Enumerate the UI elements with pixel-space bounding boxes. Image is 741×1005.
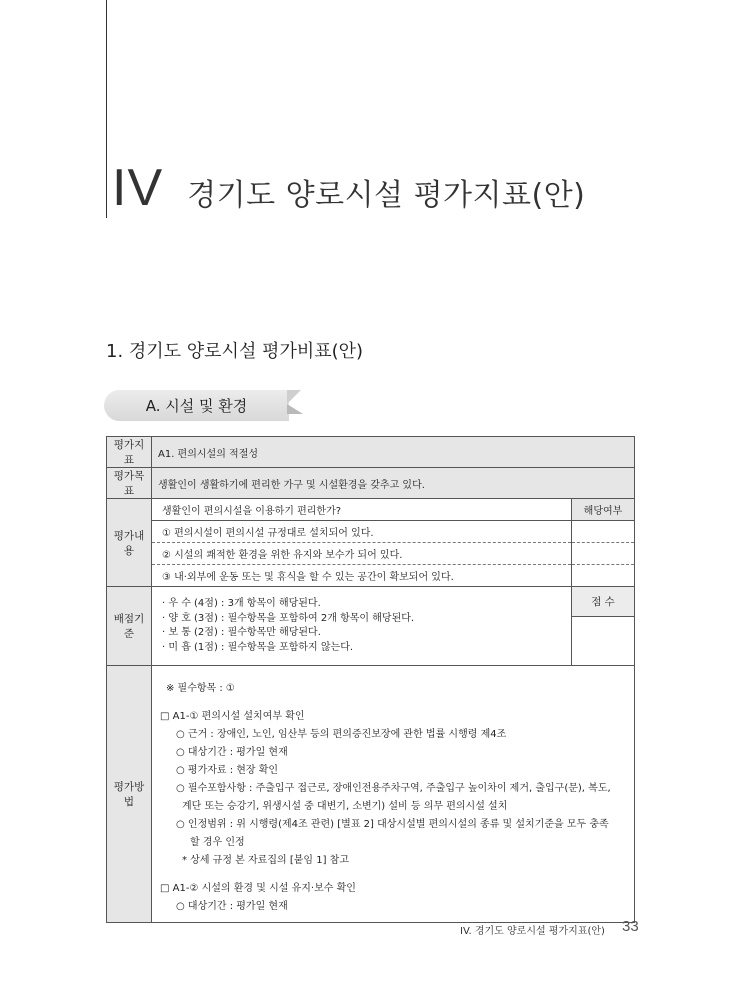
method-content <box>152 666 635 923</box>
scoring-item-3: · 보 통 (2점) : 필수항목만 해당된다. <box>162 627 321 638</box>
score-cell <box>572 587 635 666</box>
applicable-cell-3 <box>572 565 635 587</box>
table-row-content-item <box>107 543 635 565</box>
subsection-tab-arrow <box>287 404 303 414</box>
content-item-2: ② 시설의 쾌적한 환경을 위한 유지와 보수가 되어 있다. <box>152 543 572 565</box>
indicator-value: A1. 편의시설의 적절성 <box>152 437 635 468</box>
content-item-1: ① 편의시설이 편의시설 규정대로 설치되어 있다. <box>152 521 572 543</box>
table-row-goal <box>107 468 635 499</box>
applicable-header: 해당여부 <box>572 499 635 521</box>
subsection-tab <box>104 390 289 421</box>
indicator-label: 평가지표 <box>107 437 152 468</box>
subsection-tab-fold <box>287 390 301 404</box>
table-row-content-question <box>107 499 635 521</box>
chapter-divider-line <box>106 0 107 218</box>
content-label: 평가내용 <box>107 499 152 587</box>
table-row-content-item <box>107 565 635 587</box>
method-block2-title: □ A1-② 시설의 환경 및 시설 유지·보수 확인 <box>160 883 356 894</box>
method-note: * 상세 규정 본 자료집의 [붙임 1] 참고 <box>182 855 349 866</box>
section-title: 1. 경기도 양로시설 평가비표(안) <box>106 341 364 362</box>
method-basis: ○ 근거 : 장애인, 노인, 임산부 등의 편의증진보장에 관한 법률 시행령 제4조 <box>176 729 507 740</box>
method-inclusion-2: 계단 또는 승강기, 위생시설 중 대변기, 소변기) 설비 등 의무 편의시설 설치 <box>182 801 508 812</box>
method-scope-1: ○ 인정범위 : 위 시행령(제4조 관련) [별표 2] 대상시설별 편의시설의 종류 및 설치기준을 모두 충족 <box>176 819 609 830</box>
evaluation-table <box>106 436 635 923</box>
method-required: ※ 필수항목 : ① <box>166 683 235 694</box>
method-block1-title: □ A1-① 편의시설 설치여부 확인 <box>160 711 305 722</box>
applicable-cell-2 <box>572 543 635 565</box>
table-row-content-item <box>107 521 635 543</box>
scoring-item-2: · 양 호 (3점) : 필수항목을 포함하여 2개 항목이 해당된다. <box>162 612 415 624</box>
chapter-title: 경기도 양로시설 평가지표(안) <box>187 178 586 213</box>
method-material: ○ 평가자료 : 현장 확인 <box>176 765 279 776</box>
content-item-3: ③ 내·외부에 운동 또는 및 휴식을 할 수 있는 공간이 확보되어 있다. <box>152 565 572 587</box>
method-block2-period: ○ 대상기간 : 평가일 현재 <box>176 901 288 912</box>
scoring-item-4: · 미 흡 (1점) : 필수항목을 포함하지 않는다. <box>162 641 354 653</box>
method-inclusion-1: ○ 필수포함사항 : 주출입구 접근로, 장애인전용주차구역, 주출입구 높이차이 제거, 출입구(문), 복도, <box>176 783 611 794</box>
chapter-heading <box>112 158 585 218</box>
scoring-label: 배점기준 <box>107 587 152 666</box>
table-row-scoring <box>107 587 635 666</box>
page-number: 33 <box>622 918 639 935</box>
method-period: ○ 대상기간 : 평가일 현재 <box>176 747 288 758</box>
table-row-method <box>107 666 635 923</box>
goal-value: 생활인이 생활하기에 편리한 가구 및 시설환경을 갖추고 있다. <box>152 468 635 499</box>
applicable-cell-1 <box>572 521 635 543</box>
method-label: 평가방법 <box>107 666 152 923</box>
scoring-items <box>152 587 572 666</box>
scoring-item-1: · 우 수 (4점) : 3개 항목이 해당된다. <box>162 598 321 609</box>
content-question: 생활인이 편의시설을 이용하기 편리한가? <box>152 499 572 521</box>
footer-running-title: IV. 경기도 양로시설 평가지표(안) <box>460 926 605 937</box>
subsection-label: A. 시설 및 환경 <box>145 397 248 415</box>
table-row-indicator <box>107 437 635 468</box>
chapter-number: IV <box>112 159 164 217</box>
score-header: 점 수 <box>572 587 634 617</box>
goal-label: 평가목표 <box>107 468 152 499</box>
method-scope-2: 할 경우 인정 <box>190 837 245 848</box>
